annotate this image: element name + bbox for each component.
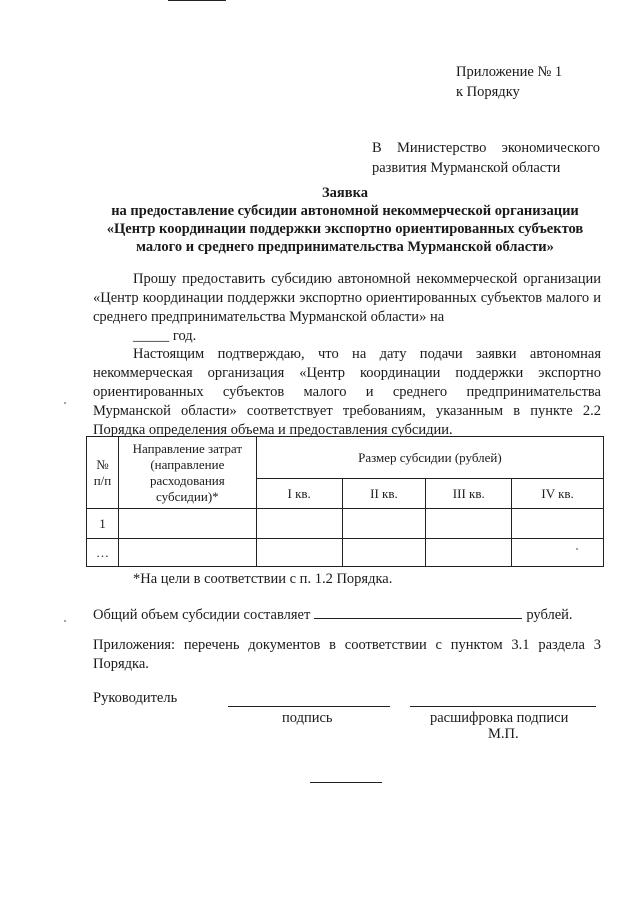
quarter-2-header: II кв. — [342, 479, 426, 509]
subsidy-table — [86, 436, 604, 567]
signature-caption: подпись — [282, 710, 333, 726]
scan-speck — [64, 620, 66, 622]
signature-line — [228, 706, 390, 707]
document-title — [80, 184, 610, 256]
cell-q1 — [256, 509, 342, 539]
title-line-2: на предоставление субсидии автономной некоммерческой организации — [111, 203, 579, 219]
quarter-4-header: IV кв. — [512, 479, 604, 509]
cell-q4 — [512, 509, 604, 539]
title-line-1: Заявка — [322, 185, 368, 201]
attachment-number: Приложение № 1 — [456, 64, 563, 80]
confirmation-paragraph: Настоящим подтверждаю, что на дату подачи заявки автономная некоммерческая организация «Центр координации поддержки экспортно ориентированных субъектов малого и среднего предпринимательства Мурманской области» соответствует требованиям, указанным в пункте 2.2 Порядка определения объема и предоставления субсидии. — [93, 346, 601, 438]
seal-mark: М.П. — [488, 726, 519, 742]
cell-q2 — [342, 539, 426, 567]
attachment-reference: к Порядку — [456, 84, 520, 100]
cell-q1 — [256, 539, 342, 567]
signatory-role: Руководитель — [93, 690, 178, 706]
name-line — [410, 706, 596, 707]
request-text: Прошу предоставить субсидию автономной некоммерческой организации «Центр координации поддержки экспортно ориентированных субъектов малого и среднего предпринимательства Мурманской области» на — [93, 271, 601, 325]
scan-speck — [64, 402, 66, 404]
quarter-3-header: III кв. — [426, 479, 512, 509]
cell-q3 — [426, 509, 512, 539]
bottom-rule — [310, 782, 382, 783]
cell-direction — [118, 509, 256, 539]
col-number-header: № п/п — [87, 437, 119, 509]
quarter-1-header: I кв. — [256, 479, 342, 509]
row-number: … — [87, 539, 119, 567]
cell-q2 — [342, 509, 426, 539]
col-direction-header: Направление затрат (направление расходования субсидии)* — [118, 437, 256, 509]
request-paragraph — [93, 270, 601, 346]
cell-direction — [118, 539, 256, 567]
row-number: 1 — [87, 509, 119, 539]
annex-note: Приложения: перечень документов в соответствии с пунктом 3.1 раздела 3 Порядка. — [93, 637, 601, 672]
name-caption: расшифровка подписи — [430, 710, 569, 726]
table-footnote: *На цели в соответствии с п. 1.2 Порядка. — [133, 571, 393, 587]
col-amount-header: Размер субсидии (рублей) — [256, 437, 603, 479]
addressee: В Министерство экономического развития Мурманской области — [372, 140, 600, 176]
attachment-block — [456, 62, 562, 102]
table-row — [87, 539, 604, 567]
cell-q4 — [512, 539, 604, 567]
total-unit: рублей. — [526, 607, 573, 623]
cell-q3 — [426, 539, 512, 567]
total-amount-blank — [314, 604, 522, 619]
title-line-3: «Центр координации поддержки экспортно ориентированных субъектов — [106, 221, 584, 237]
table-row — [87, 509, 604, 539]
total-subsidy-line — [93, 604, 573, 624]
top-rule — [168, 0, 226, 1]
request-year: _____ год. — [133, 328, 197, 344]
title-line-4: малого и среднего предпринимательства Мурманской области» — [136, 239, 554, 255]
scan-speck — [576, 548, 578, 550]
total-label: Общий объем субсидии составляет — [93, 607, 311, 623]
